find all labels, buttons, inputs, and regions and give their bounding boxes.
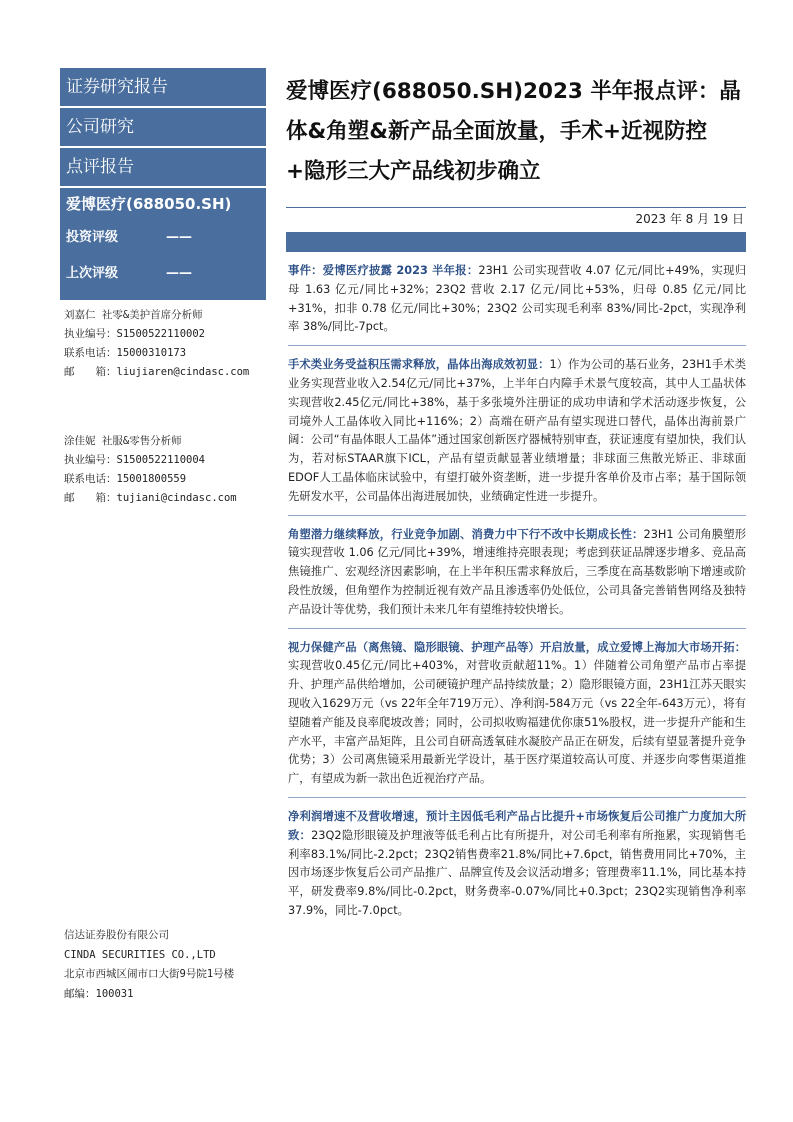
title-divider [286, 207, 746, 208]
analyst-name-title: 刘嘉仁 社零&美护首席分析师 [64, 309, 203, 321]
sidebar-category-securities-report: 证券研究报告 [60, 68, 266, 106]
analyst-email[interactable]: 邮 箱：tujiani@cindasc.com [64, 492, 237, 504]
paragraph-lead: 净利润增速不及营收增速，预计主因低毛利产品占比提升+市场恢复后公司推广力度加大所致： [288, 809, 746, 842]
analyst-license: 执业编号：S1500522110004 [64, 454, 206, 466]
paragraph-text: 23H1 公司角膜塑形镜实现营收 1.06 亿元/同比+39%，增速维持亮眼表现；考虑到获证品牌逐步增多、竞品高焦镜推广、宏观经济因素影响，在上半年积压需求释放后，三季度在高基数影响下增速或阶段性放缓，但角塑作为控制近视有效产品且渗透率仍处低位，公司具备完善销售网络及独特产品设计等优势，我们预计未来几年有望维持较快增长。 [288, 527, 746, 616]
analyst-card [60, 426, 266, 508]
paragraph-divider [288, 797, 746, 798]
sidebar-category-company-research: 公司研究 [60, 108, 266, 146]
report-title: 爱博医疗(688050.SH)2023 半年报点评：晶体&角塑&新产品全面放量，手术+近视防控+隐形三大产品线初步确立 [286, 79, 741, 184]
paragraph-divider [288, 628, 746, 629]
paragraph-vision-care [288, 639, 746, 797]
paragraph-text: 实现营收0.45亿元/同比+403%，对营收贡献超11%。1）伴随着公司角塑产品市占率提升、护理产品供给增加，公司硬镜护理产品持续放量；2）隐形眼镜方面，23H1江苏天眼实现收入1629万元（vs 22年全年719万元）、净利润-584万元（vs 22全年-643万元），将有望随着产能及良率爬坡改善；同时，公司拟收购福建优你康51%股权，进一步提升产能和生产水平，丰富产品矩阵，且公司自研高透氧硅水凝胶产品正在研发，后续有望显著提升竞争优势；3）公司离焦镜采用最新光学设计，基于医疗渠道较高认可度、并逐步向零售渠道推广，有望成为新一款出色近视治疗产品。 [288, 659, 746, 786]
investment-rating-label: 投资评级 [66, 230, 119, 245]
sidebar [60, 68, 266, 1010]
paragraph-text: 23Q2隐形眼镜及护理液等低毛利占比有所提升，对公司毛利率有所拖累，实现销售毛利率83.1%/同比-2.2pct；23Q2销售费率21.8%/同比+7.6pct，销售费用同比+70%，主因市场逐步恢复后公司产品推广、品牌宣传及会议活动增多；管理费率11.1%，同比基本持平，研发费率9.8%/同比-0.2pct，财务费率-0.07%/同比+0.3pct；23Q2实现销售净利率37.9%，同比-7.0pct。 [288, 828, 746, 917]
paragraph-divider [288, 515, 746, 516]
investment-rating [60, 220, 266, 256]
sidebar-company-name: 爱博医疗(688050.SH) [60, 188, 266, 220]
report-date: 2023 年 8 月 19 日 [635, 212, 744, 226]
analyst-phone: 联系电话：15000310173 [64, 347, 187, 359]
last-rating [60, 256, 266, 292]
analyst-phone: 联系电话：15001800559 [64, 473, 187, 485]
paragraph-lead: 视力保健产品（离焦镜、隐形眼镜、护理产品等）开启放量，成立爱博上海加大市场开拓： [288, 640, 746, 654]
analyst-name-title: 涂佳妮 社服&零售分析师 [64, 435, 182, 447]
sidebar-category-review-report: 点评报告 [60, 148, 266, 186]
paragraph-divider [288, 345, 746, 346]
paragraph-profit [288, 808, 746, 929]
analyst-license: 执业编号：S1500522110002 [64, 328, 206, 340]
paragraph-lead: 手术类业务受益积压需求释放，晶体出海成效初显： [288, 358, 550, 372]
firm-name-en: CINDA SECURITIES CO.,LTD [64, 948, 216, 961]
title-accent-bar [286, 232, 746, 252]
investment-rating-value: —— [166, 230, 192, 245]
paragraph-event [288, 262, 746, 345]
analyst-email[interactable]: 邮 箱：liujiaren@cindasc.com [64, 366, 250, 378]
sidebar-divider [60, 292, 266, 300]
firm-postcode: 邮编：100031 [64, 987, 134, 1000]
paragraph-text: 1）作为公司的基石业务，23H1手术类业务实现营业收入2.54亿元/同比+37%，上半年白内障手术景气度较高，其中人工晶状体实现营收2.45亿元/同比+38%，基于多张境外注册证的成功申请和学术活动逐步恢复，公司境外人工晶体收入同比+116%；2）高端在研产品有望实现进口替代，晶体出海前景广阔：公司“有晶体眼人工晶体”通过国家创新医疗器械特别审查，获证速度有望加快，我们认为，若对标STAAR旗下ICL，产品有望贡献显著业绩增量；非球面三焦散光矫正、非球面EDOF人工晶体临床试验中，有望打破外资垄断，进一步提升客单价及市占率；基于国际领先研发水平，公司晶体出海进展加快，业绩确定性进一步提升。 [288, 358, 746, 503]
paragraph-surgery [288, 356, 746, 514]
firm-name-cn: 信达证券股份有限公司 [64, 929, 169, 941]
analyst-card [60, 300, 266, 382]
last-rating-label: 上次评级 [66, 266, 119, 281]
paragraph-lead: 角塑潜力继续释放，行业竞争加剧、消费力中下行不改中长期成长性： [288, 527, 644, 541]
report-body [288, 262, 746, 929]
last-rating-value: —— [166, 266, 192, 281]
paragraph-lead: 事件：爱博医疗披露 2023 半年报： [288, 264, 479, 277]
firm-info [60, 926, 266, 1004]
paragraph-orthok [288, 526, 746, 628]
firm-address: 北京市西城区闹市口大街9号院1号楼 [64, 968, 235, 980]
paragraph-text: 23H1 公司实现营收 4.07 亿元/同比+49%，实现归母 1.63 亿元/同比+32%；23Q2 营收 2.17 亿元/同比+53%，归母 0.85 亿元/同比+31%，扣非 0.78 亿元/同比+30%；23Q2 公司实现毛利率 83%/同比-2pct，实现净利率 38%/同比-7pct。 [288, 264, 746, 334]
